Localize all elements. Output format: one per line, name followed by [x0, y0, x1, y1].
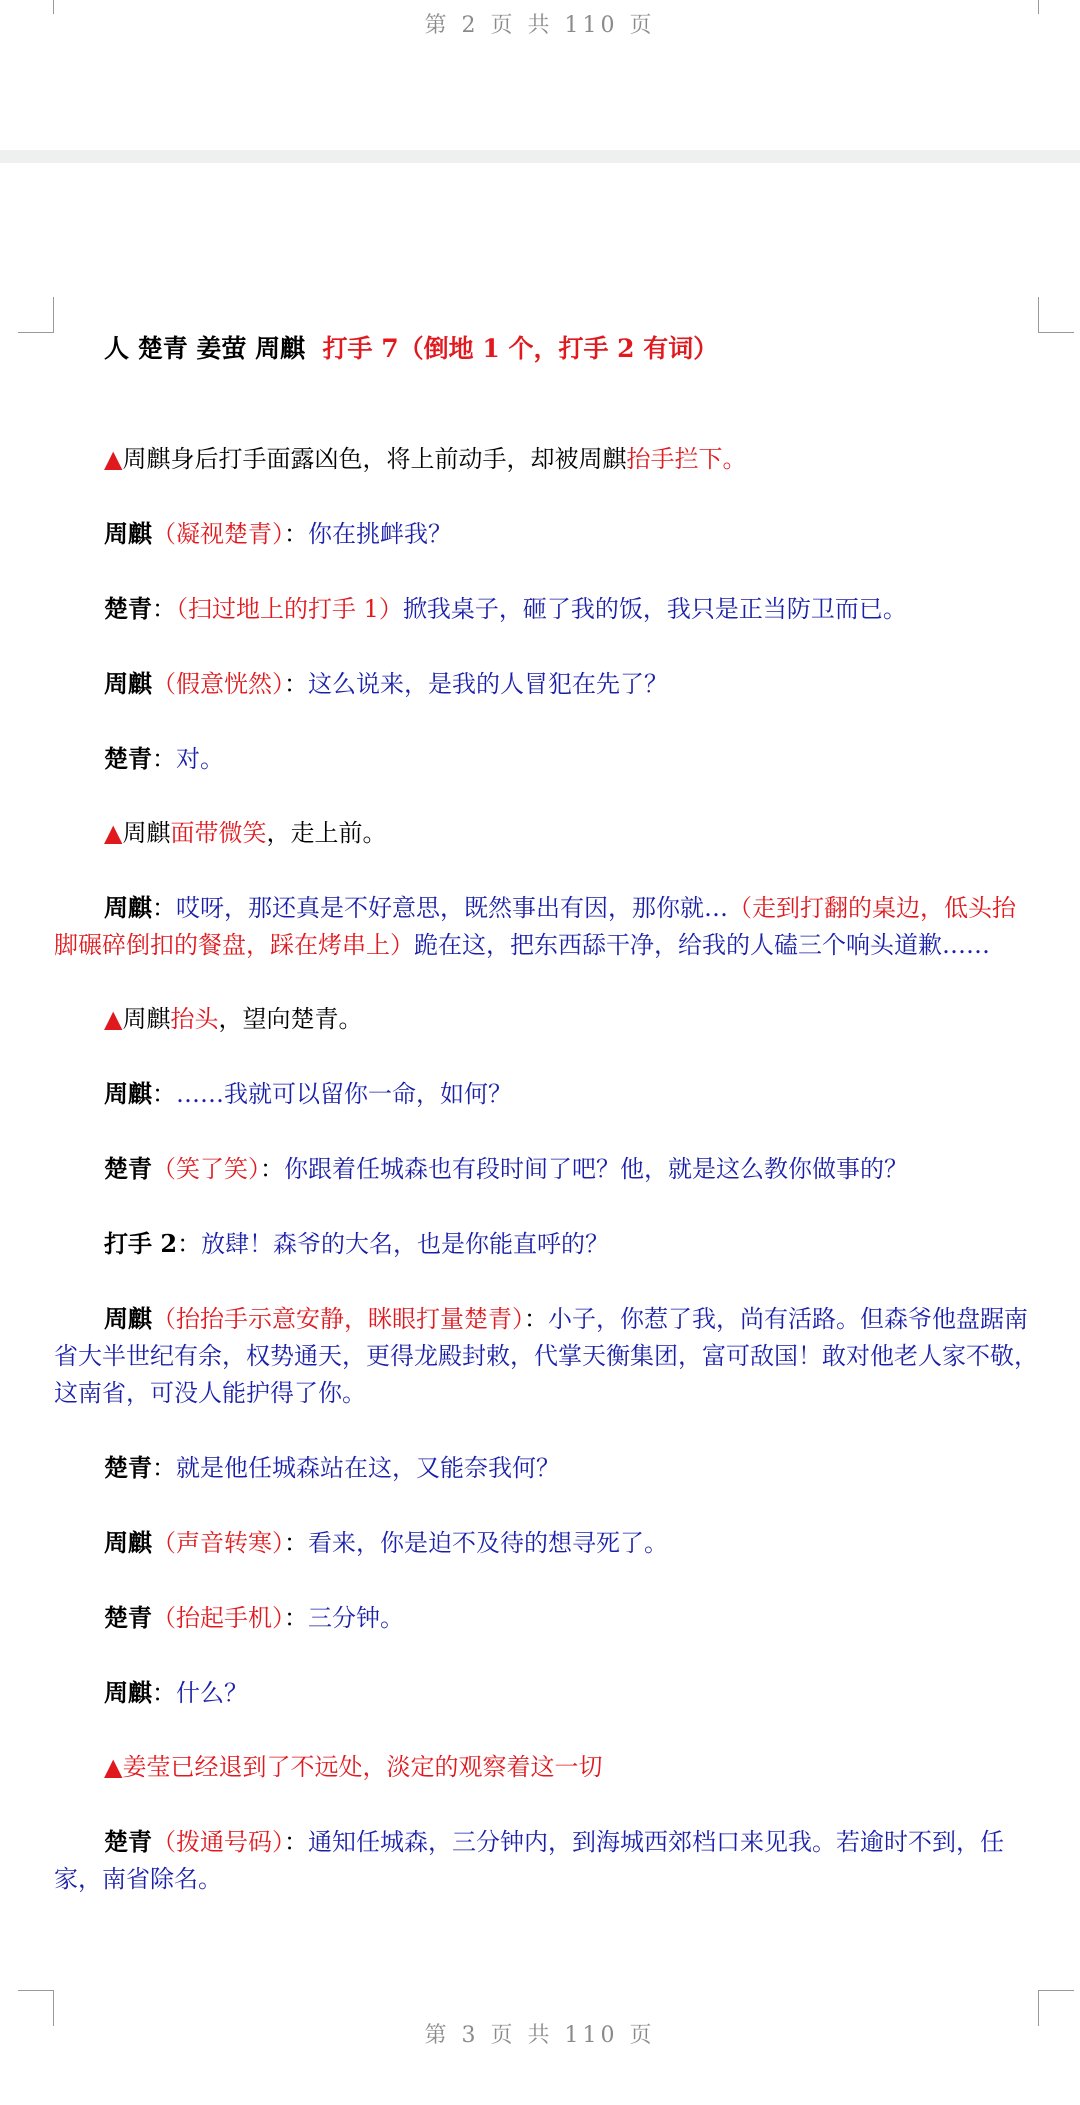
speaker: 周麒 [104, 893, 152, 922]
dialogue-text: 就是他任城森站在这，又能奈我何？ [176, 1454, 560, 1482]
dialogue-text: 看来，你是迫不及待的想寻死了。 [308, 1529, 668, 1557]
dialogue-line: 周麒（假意恍然）：这么说来，是我的人冒犯在先了？ [104, 669, 668, 698]
crop-mark [1038, 0, 1039, 14]
dialogue-line: 周麒（凝视楚青）：你在挑衅我？ [104, 519, 452, 548]
crop-mark [53, 0, 54, 14]
previous-page-footer: 第 2 页 共 110 页 [424, 13, 656, 38]
crop-mark [1038, 297, 1074, 333]
action-line: ▲姜莹已经退到了不远处，淡定的观察着这一切 [104, 1753, 603, 1781]
extras-list: 打手 7（倒地 1 个，打手 2 有词） [322, 334, 719, 363]
stage-direction: （抬起手机） [152, 1604, 284, 1632]
dialogue-text: 通知任城森，三分钟内，到海城西郊档口来见我。若逾时不到，任家，南省除名。 [54, 1828, 1004, 1893]
dialogue-line: 楚青：（扫过地上的打手 1）掀我桌子，砸了我的饭，我只是正当防卫而已。 [104, 594, 907, 623]
dialogue-text: 这么说来，是我的人冒犯在先了？ [308, 670, 668, 698]
speaker: 楚青 [104, 1827, 152, 1856]
triangle-icon: ▲ [104, 1753, 123, 1781]
speaker: 楚青 [104, 1154, 152, 1183]
speaker: 周麒 [104, 519, 152, 548]
scene-cast-heading [54, 330, 1038, 367]
stage-direction: （抬抬手示意安静，眯眼打量楚青） [152, 1305, 524, 1333]
speaker: 周麒 [104, 1678, 152, 1707]
speaker: 楚青 [104, 1453, 152, 1482]
stage-direction: （扫过地上的打手 1） [176, 595, 403, 623]
dialogue-text: 对。 [176, 745, 224, 773]
page-footer: 第 3 页 共 110 页 [424, 2023, 656, 2048]
triangle-icon: ▲ [104, 1005, 123, 1033]
action-line: ▲周麒抬头，望向楚青。 [104, 1005, 363, 1033]
page-separator [0, 150, 1080, 163]
dialogue-line: 楚青（抬起手机）：三分钟。 [104, 1603, 404, 1632]
triangle-icon: ▲ [104, 819, 123, 847]
dialogue-text: 三分钟。 [308, 1604, 404, 1632]
dialogue-text: 什么？ [176, 1679, 248, 1707]
speaker: 周麒 [104, 1528, 152, 1557]
dialogue-text: 放肆！森爷的大名，也是你能直呼的？ [201, 1230, 610, 1258]
dialogue-line: 周麒：……我就可以留你一命，如何？ [104, 1079, 512, 1108]
cast-list: 人 楚青 姜萤 周麒 [104, 334, 306, 363]
stage-direction: （假意恍然） [152, 670, 284, 698]
action-line: ▲周麒身后打手面露凶色，将上前动手，却被周麒抬手拦下。 [104, 445, 747, 473]
dialogue-line: 楚青（拨通号码）：通知任城森，三分钟内，到海城西郊档口来见我。若逾时不到，任家，南省除名。 [54, 1827, 1004, 1893]
stage-direction: （凝视楚青） [152, 520, 284, 548]
stage-direction: （笑了笑） [152, 1155, 260, 1183]
stage-direction: （声音转寒） [152, 1529, 284, 1557]
dialogue-line: 楚青（笑了笑）：你跟着任城森也有段时间了吧？他，就是这么教你做事的？ [104, 1154, 908, 1183]
dialogue-text: ……我就可以留你一命，如何？ [176, 1080, 512, 1108]
dialogue-line: 周麒：哎呀，那还真是不好意思，既然事出有因，那你就…（走到打翻的桌边，低头抬脚碾碎倒扣的餐盘，踩在烤串上）跪在这，把东西舔干净，给我的人磕三个响头道歉…… [54, 893, 1016, 959]
speaker: 楚青 [104, 1603, 152, 1632]
dialogue-text: 你在挑衅我？ [308, 520, 452, 548]
speaker: 周麒 [104, 1079, 152, 1108]
dialogue-text: 跪在这，把东西舔干净，给我的人磕三个响头道歉…… [414, 931, 990, 959]
triangle-icon: ▲ [104, 445, 123, 473]
action-line: ▲周麒面带微笑，走上前。 [104, 819, 387, 847]
speaker: 楚青 [104, 744, 152, 773]
dialogue-line: 楚青：对。 [104, 744, 224, 773]
dialogue-line: 打手 2：放肆！森爷的大名，也是你能直呼的？ [104, 1229, 610, 1258]
script-page [54, 330, 1038, 1935]
dialogue-line: 周麒（抬抬手示意安静，眯眼打量楚青）：小子，你惹了我，尚有活路。但森爷他盘踞南省大半世纪有余，权势通天，更得龙殿封敕，代掌天衡集团，富可敌国！敢对他老人家不敬，这南省，可没人能护得了你。 [54, 1304, 1038, 1407]
speaker: 周麒 [104, 1304, 152, 1333]
dialogue-line: 周麒：什么？ [104, 1678, 248, 1707]
crop-mark [18, 297, 54, 333]
dialogue-line: 楚青：就是他任城森站在这，又能奈我何？ [104, 1453, 560, 1482]
dialogue-text: 哎呀，那还真是不好意思，既然事出有因，那你就… [176, 894, 728, 922]
dialogue-text: 你跟着任城森也有段时间了吧？他，就是这么教你做事的？ [284, 1155, 908, 1183]
dialogue-text: 掀我桌子，砸了我的饭，我只是正当防卫而已。 [402, 595, 907, 623]
dialogue-line: 周麒（声音转寒）：看来，你是迫不及待的想寻死了。 [104, 1528, 668, 1557]
stage-direction: （拨通号码） [152, 1828, 284, 1856]
speaker: 周麒 [104, 669, 152, 698]
dialogue-text: 小子，你惹了我，尚有活路。但森爷他盘踞南省大半世纪有余，权势通天，更得龙殿封敕，代掌天衡集团，富可敌国！敢对他老人家不敬，这南省，可没人能护得了你。 [54, 1305, 1038, 1407]
speaker: 打手 2 [104, 1229, 178, 1258]
stage-direction: （走到打翻的桌边，低头抬脚碾碎倒扣的餐盘，踩在烤串上） [54, 894, 1016, 959]
speaker: 楚青 [104, 594, 152, 623]
